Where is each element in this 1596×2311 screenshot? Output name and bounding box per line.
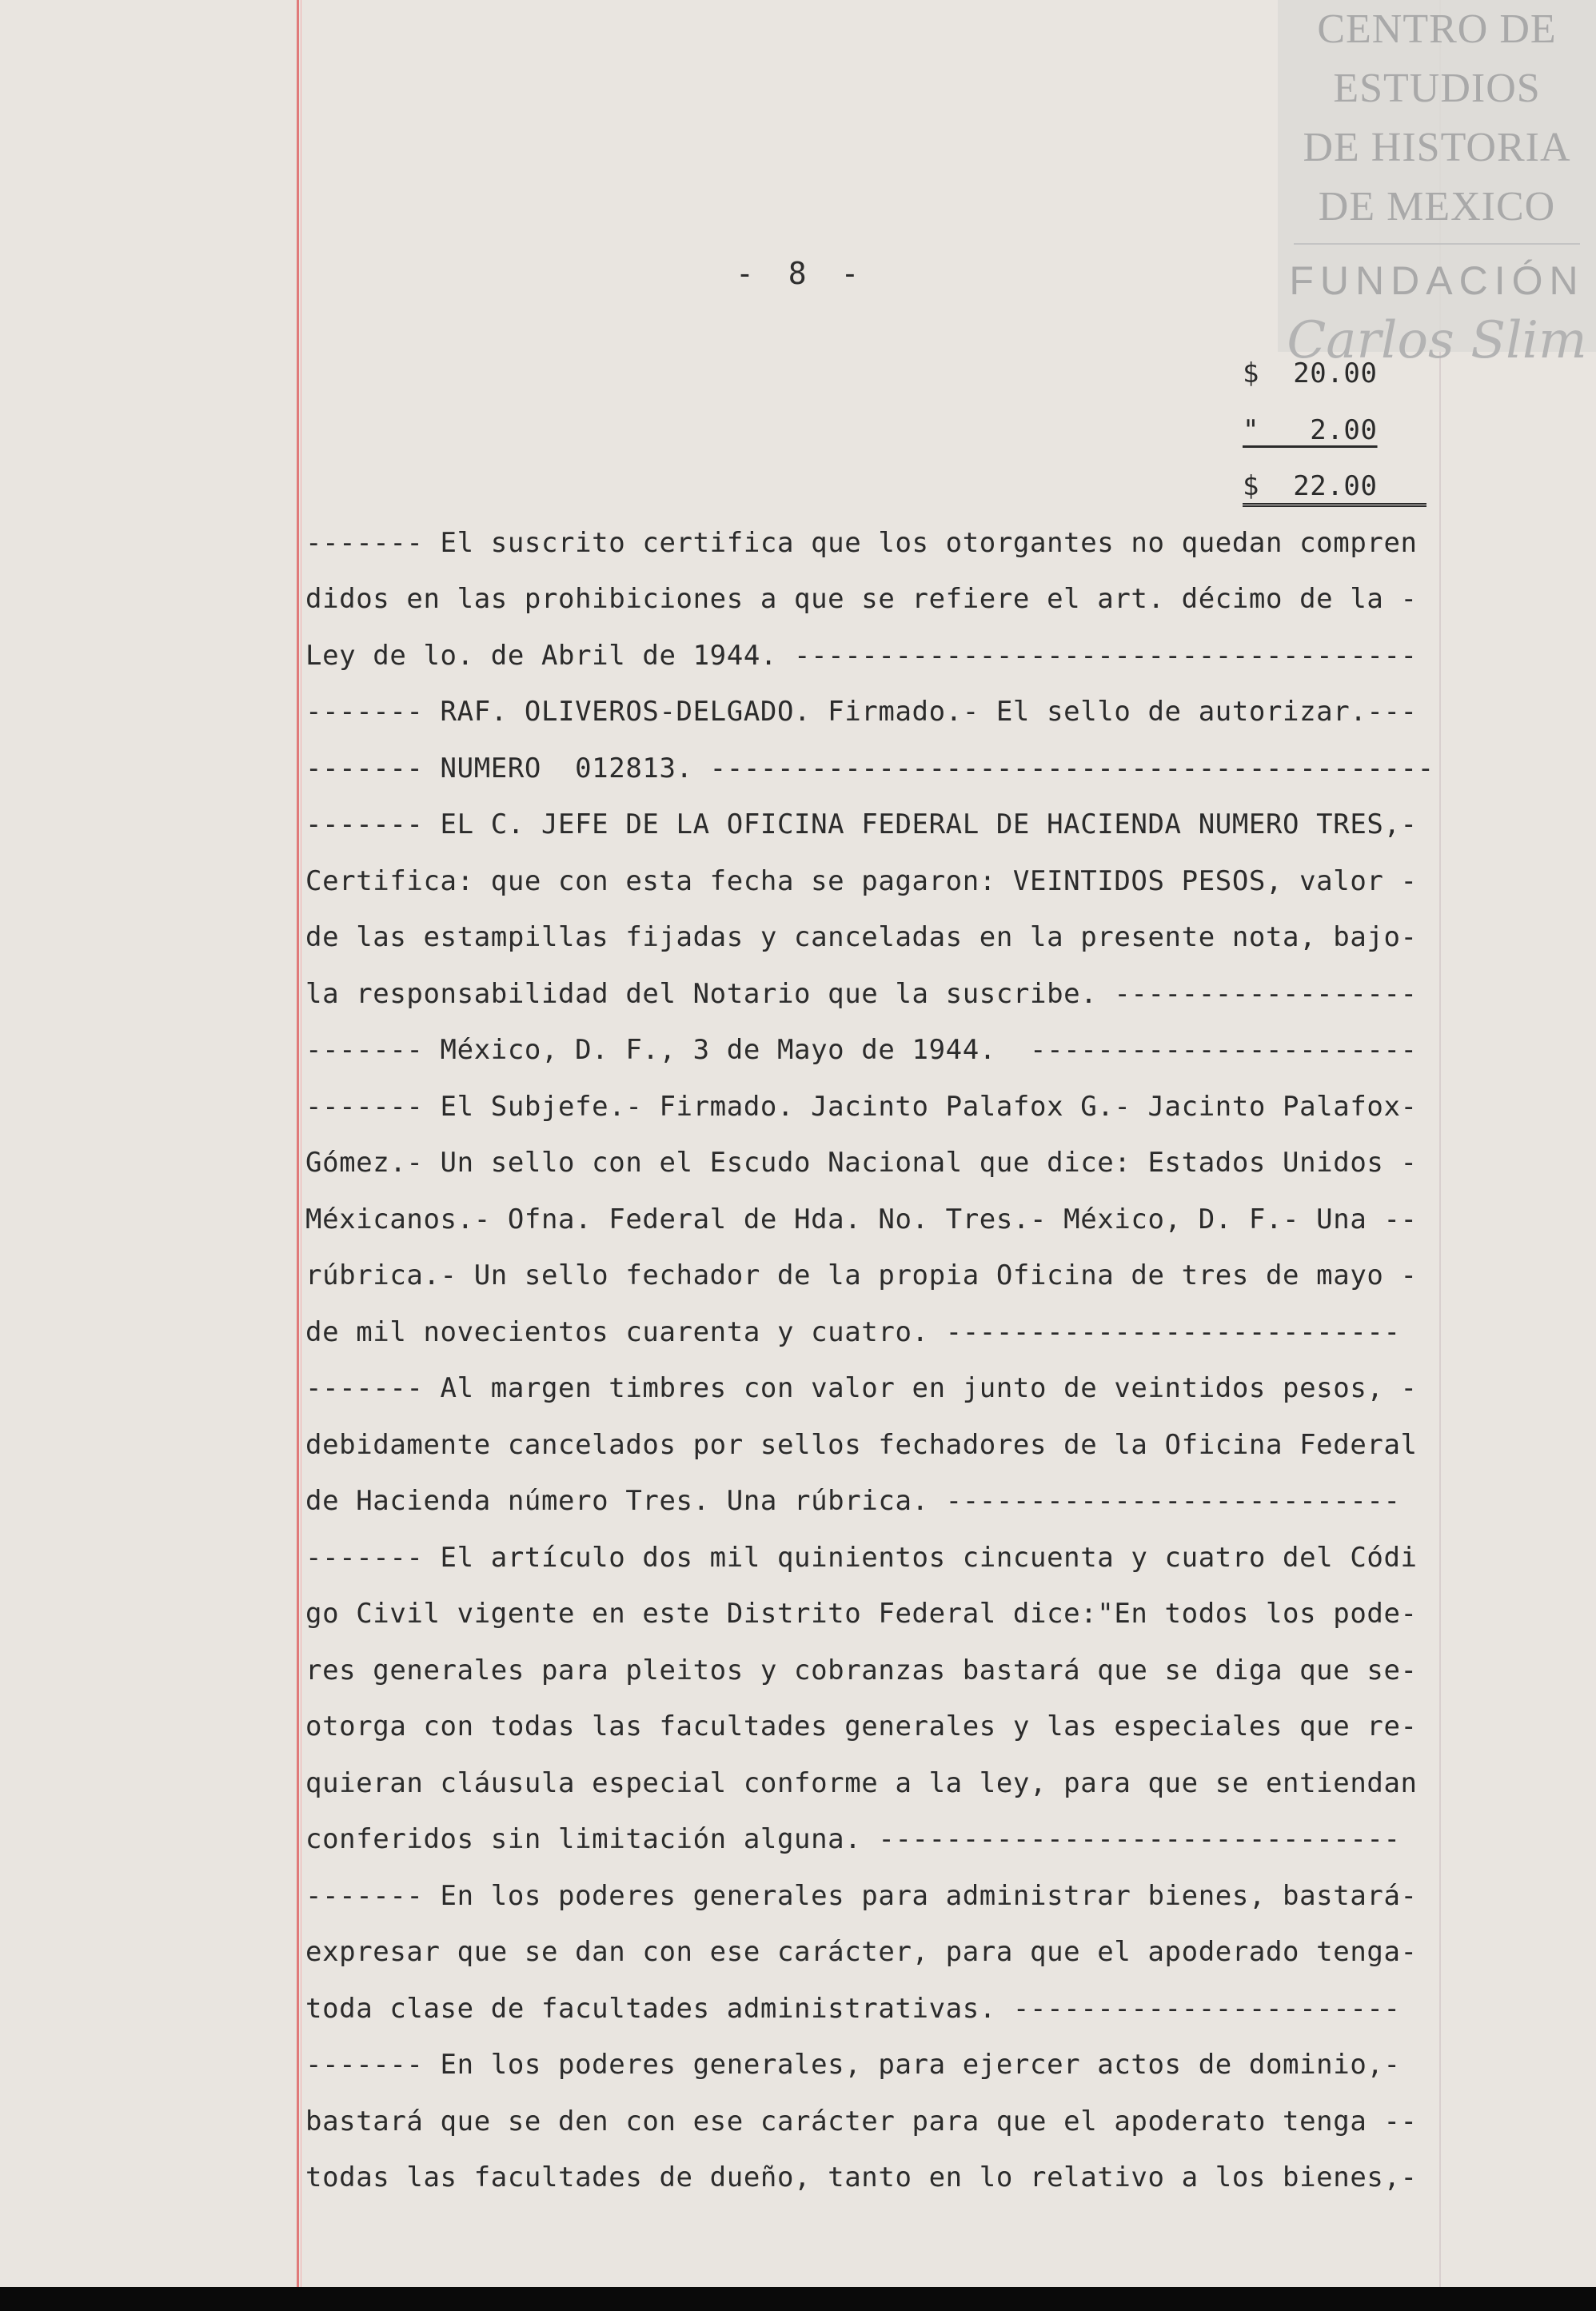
text-line: rúbrica.- Un sello fechador de la propia Oficina de tres de mayo - <box>305 1259 1418 1291</box>
text-line: expresar que se dan con ese carácter, para que el apoderado tenga- <box>305 1936 1418 1968</box>
watermark-line: DE HISTORIA <box>1303 125 1571 170</box>
page-number: - 8 - <box>736 256 868 291</box>
left-margin-rule <box>297 0 299 2287</box>
text-line: debidamente cancelados por sellos fechadores de la Oficina Federal <box>305 1428 1418 1461</box>
watermark-line: CENTRO DE <box>1317 6 1557 52</box>
watermark-signature: Carlos Slim <box>1287 311 1587 370</box>
text-line: ------- NUMERO 012813. ------------------------------------------- <box>305 752 1434 784</box>
text-line: ------- EL C. JEFE DE LA OFICINA FEDERAL DE HACIENDA NUMERO TRES,- <box>305 808 1418 840</box>
text-line: otorga con todas las facultades generales y las especiales que re- <box>305 1710 1418 1742</box>
watermark-line: ESTUDIOS <box>1333 66 1541 111</box>
text-line: Ley de lo. de Abril de 1944. ------------------------------------- <box>305 639 1418 672</box>
text-line: ------- El artículo dos mil quinientos cincuenta y cuatro del Códi <box>305 1541 1418 1574</box>
text-line: ------- En los poderes generales para administrar bienes, bastará- <box>305 1879 1418 1912</box>
typed-text-body <box>305 345 1441 2206</box>
text-line: ------- RAF. OLIVEROS-DELGADO. Firmado.- El sello de autorizar.--- <box>305 696 1418 728</box>
text-line: didos en las prohibiciones a que se refiere el art. décimo de la - <box>305 583 1418 615</box>
fee-row <box>305 458 1441 515</box>
text-line: ------- México, D. F., 3 de Mayo de 1944. ----------------------- <box>305 1034 1418 1066</box>
fee-amount: " 2.00 <box>1243 413 1378 446</box>
watermark-foundation: FUNDACIÓN <box>1289 258 1585 303</box>
watermark-line: DE MEXICO <box>1318 184 1556 230</box>
text-line: conferidos sin limitación alguna. ------------------------------- <box>305 1823 1401 1855</box>
text-line: de mil novecientos cuarenta y cuatro. --------------------------- <box>305 1315 1401 1348</box>
archive-watermark <box>1278 0 1596 370</box>
watermark-divider <box>1294 243 1580 245</box>
scan-bottom-border <box>0 2287 1596 2311</box>
text-line: Certifica: que con esta fecha se pagaron: VEINTIDOS PESOS, valor - <box>305 864 1418 897</box>
text-line: todas las facultades de dueño, tanto en lo relativo a los bienes,- <box>305 2161 1418 2193</box>
text-line: ------- Al margen timbres con valor en junto de veintidos pesos, - <box>305 1372 1418 1404</box>
text-line: ------- El suscrito certifica que los otorgantes no quedan compren <box>305 526 1418 559</box>
text-line: quieran cláusula especial conforme a la ley, para que se entiendan <box>305 1766 1418 1799</box>
text-line: Gómez.- Un sello con el Escudo Nacional que dice: Estados Unidos - <box>305 1147 1418 1179</box>
fee-amount: $ 20.00 <box>1243 357 1378 389</box>
text-line: res generales para pleitos y cobranzas bastará que se diga que se- <box>305 1654 1418 1686</box>
text-line: go Civil vigente en este Distrito Federal dice:"En todos los pode- <box>305 1598 1418 1630</box>
fee-total-amount: $ 22.00 <box>1243 458 1426 507</box>
text-line: ------- En los poderes generales, para ejercer actos de dominio,- <box>305 2049 1401 2081</box>
text-line: de las estampillas fijadas y canceladas en la presente nota, bajo- <box>305 921 1418 953</box>
text-line: ------- El Subjefe.- Firmado. Jacinto Palafox G.- Jacinto Palafox- <box>305 1090 1418 1123</box>
fee-row <box>305 402 1441 459</box>
text-line: de Hacienda número Tres. Una rúbrica. --------------------------- <box>305 1485 1401 1517</box>
text-line: bastará que se den con ese carácter para que el apoderato tenga -- <box>305 2105 1418 2137</box>
text-line: toda clase de facultades administrativas. ----------------------- <box>305 1992 1401 2025</box>
fee-row <box>305 345 1441 402</box>
text-line: la responsabilidad del Notario que la suscribe. ------------------ <box>305 977 1418 1010</box>
text-line: Méxicanos.- Ofna. Federal de Hda. No. Tres.- México, D. F.- Una -- <box>305 1203 1418 1235</box>
